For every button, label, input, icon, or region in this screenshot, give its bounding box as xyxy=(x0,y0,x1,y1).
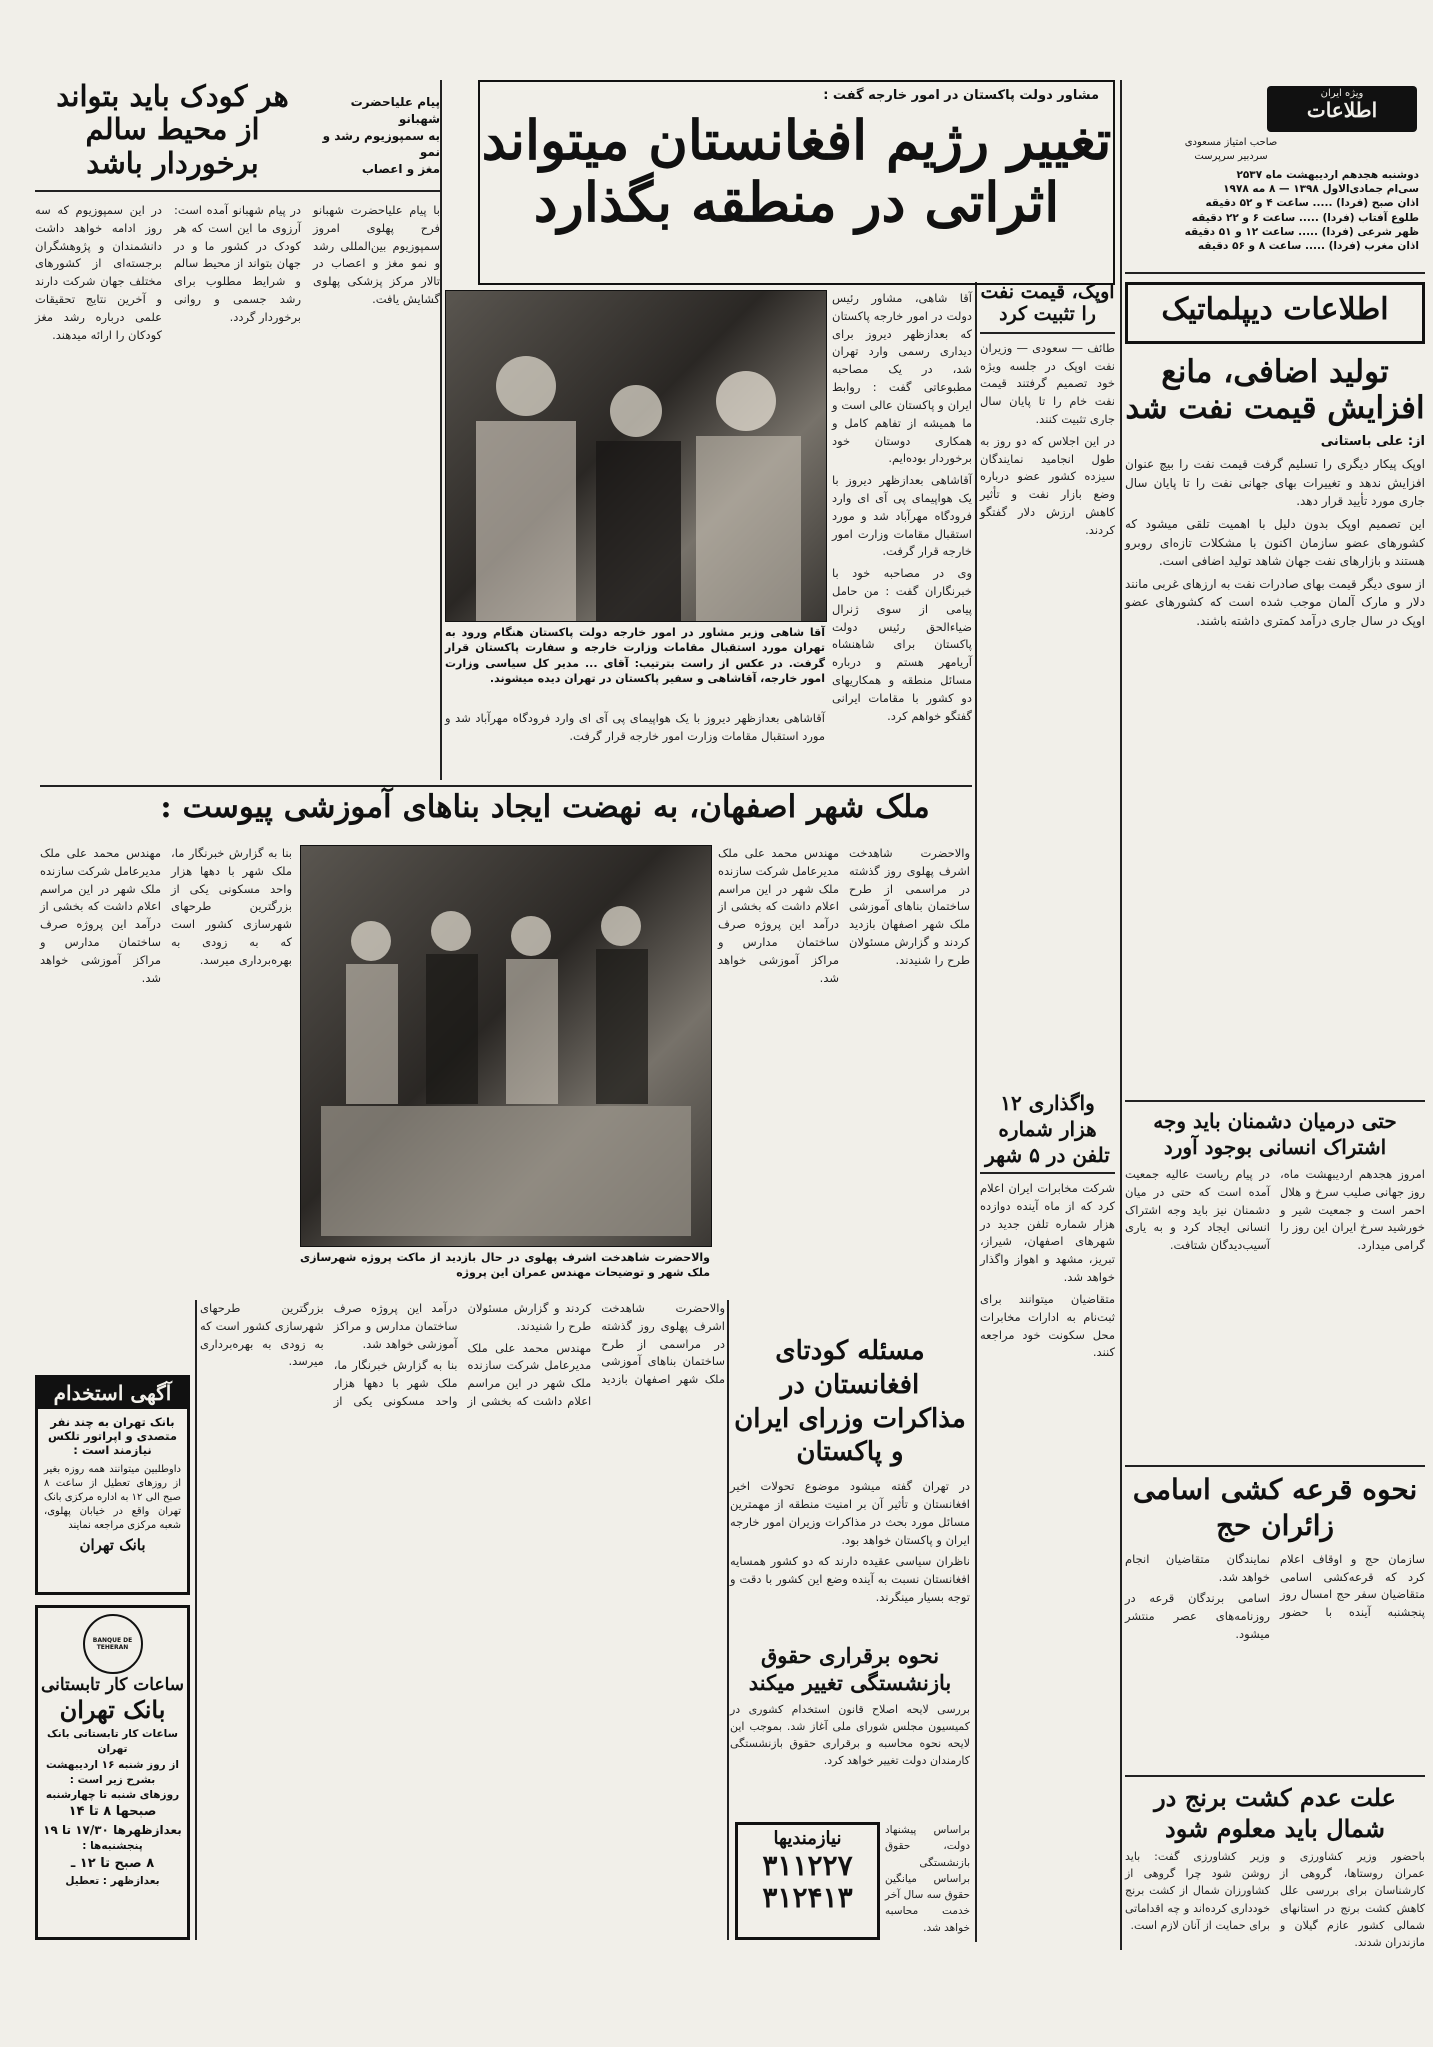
afghan-article xyxy=(730,1335,970,1635)
child-kicker xyxy=(310,80,440,178)
column-divider xyxy=(975,282,977,1942)
phone-paragraph: شرکت مخابرات ایران اعلام کرد که از ماه آینده دوازده هزار شماره تلفن جدید در شهرهای اصفهان، شیراز، تبریز، مشهد و اهواز واگذار خواهد شد. xyxy=(980,1181,1115,1285)
pension-paragraph: براساس پیشنهاد دولت، حقوق بازنشستگی براساس میانگین حقوق سه سال آخر خدمت محاسبه خواهد شد. xyxy=(885,1824,970,1934)
child-headline-2: از محیط سالم xyxy=(85,112,260,147)
masthead-date-2: سی‌ام جمادی‌الاول ۱۳۹۸ — ۸ مه ۱۹۷۸ xyxy=(1223,183,1419,196)
lead-headline-2: اثراتی در منطقه بگذارد xyxy=(533,170,1060,235)
hiring-ad-details: داوطلبین میتوانند همه روزه بغیر از روزهای تعطیل از ساعت ۸ صبح الی ۱۲ به اداره مرکزی بانک تهران واقع در خیابان پهلوی، شعبه مرکزی مراجعه نمایند xyxy=(44,1464,181,1531)
common-article xyxy=(1125,1108,1425,1460)
masthead-chief: صاحب امتیاز xyxy=(1224,137,1278,148)
masthead-staff xyxy=(1131,136,1331,163)
need-ad-phone-2: ۳۱۲۴۱۳ xyxy=(762,1880,853,1914)
child-kicker-3: مغز و اعصاب xyxy=(361,162,440,177)
figure-head xyxy=(610,385,662,437)
pension-body-continued xyxy=(885,1822,970,1940)
pension-paragraph: بررسی لایحه اصلاح قانون استخدام کشوری در کمیسیون مجلس شورای ملی آغاز شد. بموجب این لایحه نحوه محاسبه و برقراری حقوق بازنشستگی کارمندان دولت تغییر خواهد کرد. xyxy=(730,1702,970,1767)
masthead-time-2: طلوع آفتاب (فردا) ..... ساعت ۶ و ۲۲ دقیقه xyxy=(1191,211,1419,224)
lead-paragraph: آقا شاهی، مشاور رئیس دولت در امور خارجه پاکستان که بعدازظهر دیروز برای دیداری رسمی وارد تهران شد، در یک مصاحبه مطبوعاتی گفت : روابط ایران و پاکستان عالی است و ما همیشه از تفاهم کامل و همکاری دوستان خود برخوردار بوده‌ایم. xyxy=(832,291,972,466)
opec-paragraph: در این اجلاس که دو روز به طول انجامید نمایندگان سیزده کشور عضو درباره وضع بازار نفت و تأثیر کاهش ارزش دلار گفتگو کردند. xyxy=(980,433,1115,537)
hajj-article xyxy=(1125,1472,1425,1772)
masthead-section-tag: ویژه ایران xyxy=(1320,88,1364,99)
need-ad xyxy=(735,1822,880,1940)
child-headline-1: هر کودک باید بتواند xyxy=(56,79,289,113)
need-ad-phone-1: ۳۱۱۲۲۷ xyxy=(762,1848,853,1882)
figure-body xyxy=(426,954,478,1104)
figure-body xyxy=(506,959,558,1104)
opec-paragraph: طائف — سعودی — وزیران نفت اوپک در جلسه ویژه خود تصمیم گرفتند قیمت نفت خام را تا پایان سال جاری تثبیت کنند. xyxy=(980,340,1115,426)
opec-headline: اوپک، قیمت نفت را تثبیت کرد xyxy=(980,282,1115,334)
figure-head xyxy=(351,921,391,961)
child-kicker-1: پیام علیاحضرت شهبانو xyxy=(350,95,440,126)
diplomatic-paragraph: اوپک پیکار دیگری را تسلیم گرفت قیمت نفت را بیچ عنوان افزایش ندهد و تغییرات بهای جهانی نفت را تا پایان سال جاری مورد تأیید قرار دهد. xyxy=(1125,457,1425,509)
isfahan-headline: ملک شهر اصفهان، به نهضت ایجاد بناهای آموزشی پیوست : xyxy=(160,789,930,825)
masthead-logo-word: اطلاعات xyxy=(1306,98,1378,122)
lead-story xyxy=(478,80,1115,285)
lead-paragraph: آقاشاهی بعدازظهر دیروز با یک هواپیمای پی آی ای وارد فرودگاه مهرآباد شد و مورد استقبال مقامات وزارت امور خارجه قرار گرفت. xyxy=(832,473,972,559)
masthead-editor-name: سرپرست xyxy=(1194,150,1235,162)
masthead-time-1: اذان صبح (فردا) ..... ساعت ۴ و ۵۲ دقیقه xyxy=(1205,197,1419,210)
bank-ad-line: ۸ صبح تا ۱۲ ـ xyxy=(70,1855,155,1871)
figure-body xyxy=(596,949,648,1104)
hajj-headline: نحوه قرعه کشی اسامی زائران حج xyxy=(1132,1473,1418,1543)
hajj-paragraph: سازمان حج و اوقاف اعلام کرد که قرعه‌کشی اسامی متقاضیان سفر حج امسال روز پنجشنبه آینده با حضور نمایندگان متقاضیان انجام خواهد شد. xyxy=(1125,1551,1425,1620)
bank-ad-line: روزهای شنبه تا چهارشنبه xyxy=(45,1789,180,1802)
phone-headline: واگذاری ۱۲ هزار شماره تلفن در ۵ شهر xyxy=(980,1090,1115,1174)
bank-ad-line: بشرح زیر است : xyxy=(69,1773,156,1786)
lead-body-continued xyxy=(445,710,825,780)
figure-head xyxy=(496,356,556,416)
afghan-paragraph: ناظران سیاسی عقیده دارند که دو کشور همسایه افغانستان نسبت به آینده وضع این کشور با دقت و توجه بسیار مینگرند. xyxy=(730,1554,970,1605)
isfahan-paragraph: مهندس محمد علی ملک مدیرعامل شرکت سازنده ملک شهر در این مراسم اعلام داشت که بخشی از درآمد این پروژه صرف ساختمان مدارس و مراکز آموزشی خواهد شد. xyxy=(333,1301,592,1409)
figure-head xyxy=(511,916,551,956)
masthead xyxy=(1125,80,1425,265)
masthead-editor: سردبیر xyxy=(1237,150,1268,162)
isfahan-body-left xyxy=(40,845,292,1245)
lead-photo xyxy=(445,290,827,622)
isfahan-paragraph: بنا به گزارش خبرنگار ما، ملک شهر با دهها هزار واحد مسکونی یکی از بزرگترین طرحهای شهرسازی کشور است که به زودی به بهره‌برداری میرسد. xyxy=(171,846,292,967)
isfahan-paragraph: مهندس محمد علی ملک مدیرعامل شرکت سازنده ملک شهر در این مراسم اعلام داشت که بخشی از درآمد این پروژه صرف ساختمان مدارس و مراکز آموزشی خواهد شد. xyxy=(40,846,161,985)
isfahan-paragraph: والاحضرت شاهدخت اشرف پهلوی روز گذشته در مراسمی از طرح ساختمان بناهای آموزشی ملک شهر اصفهان بازدید کردند و گزارش مسئولان طرح را شنیدند. xyxy=(849,846,970,967)
diplomatic-paragraph: این تصمیم اوپک بدون دلیل با اهمیت تلقی میشود که کشورهای عضو سازمان اکنون با مشکلات تازه‌ای روبرو هستند و بازارهای نفت جهان شاهد تولید اضافی است. xyxy=(1125,517,1425,569)
lead-photo-caption: آقا شاهی وزیر مشاور در امور خارجه دولت پاکستان هنگام ورود به تهران مورد استقبال مقامات وزارت خارجه و سفارت پاکستان قرار گرفت. در عکس از راست بترتیب: آقای ... مدیر کل سیاسی وزارت امور خارجه، آقاشاهی و سفیر پاکستان در تهران دیده میشوند. xyxy=(445,626,825,686)
hiring-ad-title: آگهی استخدام xyxy=(38,1378,187,1409)
child-paragraph: در پیام شهبانو آمده است: آرزوی ما این است که هر کودک در کشور ما و در جهان بتواند از محیط سالم و شرایط مطلوب برای رشد جسمی و روانی برخوردار گردد. xyxy=(174,203,301,324)
masthead-chief-name: مسعودی xyxy=(1184,137,1222,148)
common-paragraph: امروز هجدهم اردیبهشت ماه، روز جهانی صلیب سرخ و هلال احمر است و جمعیت شیر و خورشید سرخ ایران این روز را گرامی میدارد. xyxy=(1280,1167,1425,1253)
rice-paragraph: وزیر کشاورزی گفت: باید روشن شود چرا گروهی از کشاورزان شمال از کشت برنج خودداری کرده‌اند و چه اقداماتی برای حمایت از آنان لازم است. xyxy=(1125,1850,1270,1932)
child-paragraph: با پیام علیاحضرت شهبانو فرح پهلوی امروز سمپوزیوم بین‌المللی رشد و نمو مغز و اعصاب در تالار مرکز پزشکی پهلوی گشایش یافت. xyxy=(313,203,440,307)
hajj-paragraph: اسامی برندگان قرعه در روزنامه‌های عصر منتشر میشود. xyxy=(1125,1591,1270,1642)
masthead-dates xyxy=(1131,168,1419,253)
model-table xyxy=(321,1106,691,1236)
bank-ad-line: ساعات کار تابستانی بانک تهران xyxy=(47,1728,178,1756)
isfahan-photo-caption: والاحضرت شاهدخت اشرف پهلوی در حال بازدید از ماکت پروژه شهرسازی ملک شهر و توضیحات مهندس عمران این پروژه xyxy=(300,1251,710,1280)
isfahan-top-rule xyxy=(40,785,972,787)
lead-kicker: مشاور دولت پاکستان در امور خارجه گفت : xyxy=(823,88,1099,103)
afghan-headline: مسئله کودتای افغانستان در مذاکرات وزرای ایران و پاکستان xyxy=(734,1336,966,1468)
bank-ad-line: بعدازظهرها ۱۷/۳۰ تا ۱۹ xyxy=(43,1823,182,1838)
lead-photo-figures xyxy=(446,291,826,621)
bank-ad-title-2: بانک تهران xyxy=(59,1694,166,1724)
lead-paragraph: وی در مصاحبه خود با خبرنگاران گفت : من حامل پیامی از سوی ژنرال ضیاءالحق رئیس دولت پاکستان برای شاهنشاه آریامهر هستم و درباره مسائل منطقه و همکاریهای دو کشور با مقامات ایرانی گفتگو خواهم کرد. xyxy=(832,566,972,723)
column-divider xyxy=(195,1300,197,1940)
column-divider xyxy=(440,80,442,780)
common-headline: حتی درمیان دشمنان باید وجه اشتراک انسانی بوجود آورد xyxy=(1153,1109,1397,1159)
rice-article xyxy=(1125,1782,1425,1949)
isfahan-photo xyxy=(300,845,712,1247)
child-article xyxy=(35,80,440,785)
figure-head xyxy=(601,906,641,946)
child-headline-3: برخوردار باشد xyxy=(86,145,259,180)
diplomatic-paragraph: از سوی دیگر قیمت بهای صادرات نفت به ارزهای غربی مانند دلار و مارک آلمان موجب شده است که کشورهای عضو اوپک در سال جاری درآمد کمتری داشته باشند. xyxy=(1125,576,1425,629)
phone-article xyxy=(980,1090,1115,1610)
lead-paragraph: آقاشاهی بعدازظهر دیروز با یک هواپیمای پی آی ای وارد فرودگاه مهرآباد شد و مورد استقبال مقامات وزارت امور خارجه قرار گرفت. xyxy=(445,711,825,743)
bank-seal-text: BANQUE DE TEHERAN xyxy=(92,1637,133,1651)
need-ad-title: نیازمندیها xyxy=(773,1828,842,1849)
rice-paragraph: باحضور وزیر کشاورزی و عمران روستاها، گروهی از کارشناسان برای بررسی علل کاهش کشت برنج در استانهای شمالی کشور عازم گیلان و مازندران شدند. xyxy=(1280,1850,1425,1949)
bank-seal-icon xyxy=(83,1614,143,1674)
phone-paragraph: متقاضیان میتوانند برای ثبت‌نام به ادارات مخابرات محل سکونت خود مراجعه کنند. xyxy=(980,1291,1115,1360)
isfahan-body-right xyxy=(718,845,970,1325)
masthead-divider xyxy=(1125,272,1425,274)
figure-head xyxy=(716,371,776,431)
masthead-date-1: دوشنبه هجدهم اردیبهشت ماه ۲۵۳۷ xyxy=(1236,169,1419,181)
masthead-logo xyxy=(1267,86,1417,132)
child-paragraph: در این سمپوزیوم که سه روز ادامه خواهد داشت دانشمندان و پژوهشگران برجسته‌ای از کشورهای مختلف جهان شرکت دارند و آخرین نتایج تحقیقات علمی درباره رشد مغز کودکان را ارائه میدهند. xyxy=(35,203,162,342)
child-kicker-2: به سمپوزیوم رشد و نمو xyxy=(322,128,440,160)
diplomatic-byline: از: علی باستانی xyxy=(1320,434,1425,450)
bank-ad-title-1: ساعات کار تابستانی xyxy=(40,1675,185,1695)
hiring-ad-body: بانک تهران به چند نفر متصدی و اپراتور تلکس نیازمند است : xyxy=(48,1415,177,1457)
afghan-paragraph: در تهران گفته میشود موضوع تحولات اخیر افغانستان و تأثیر آن بر امنیت منطقه از مهمترین مسائل مورد بحث در مذاکرات وزیران امور خارجه ایران و پاکستان خواهد بود. xyxy=(730,1479,970,1547)
figure-body xyxy=(476,421,576,621)
diplomatic-label: اطلاعات دیپلماتیک xyxy=(1161,292,1389,327)
diplomatic-headline: تولید اضافی، مانع افزایش قیمت نفت شد xyxy=(1125,354,1425,426)
hiring-ad-signature: بانک تهران xyxy=(79,1536,146,1554)
pension-article xyxy=(730,1642,970,1817)
column-divider xyxy=(727,1300,729,1940)
figure-body xyxy=(696,436,801,621)
diplomatic-article xyxy=(1125,355,1425,1095)
isfahan-photo-figures xyxy=(301,846,711,1246)
figure-body xyxy=(596,441,681,621)
figure-body xyxy=(346,964,398,1104)
isfahan-paragraph: مهندس محمد علی ملک مدیرعامل شرکت سازنده ملک شهر در این مراسم اعلام داشت که بخشی از درآمد این پروژه صرف ساختمان مدارس و مراکز آموزشی خواهد شد. xyxy=(718,846,839,985)
figure-head xyxy=(431,911,471,951)
diplomatic-banner xyxy=(1125,282,1425,344)
common-top-rule xyxy=(1125,1100,1425,1102)
isfahan-paragraph: والاحضرت شاهدخت اشرف پهلوی روز گذشته در مراسمی از طرح ساختمان بناهای آموزشی ملک شهر اصفهان بازدید کردند و گزارش مسئولان طرح را شنیدند. xyxy=(467,1301,725,1387)
column-divider xyxy=(1120,80,1122,1950)
hiring-ad xyxy=(35,1375,190,1595)
isfahan-body-bottom xyxy=(200,1300,725,1940)
bank-ad-line: از روز شنبه ۱۶ اردیبهشت xyxy=(46,1758,179,1771)
opec-article xyxy=(980,282,1115,1082)
hajj-top-rule xyxy=(1125,1465,1425,1467)
bank-ad-line: پنجشنبه‌ها : xyxy=(82,1840,143,1853)
pension-headline: نحوه برقراری حقوق بازنشستگی تغییر میکند xyxy=(748,1643,952,1696)
bank-ad-line: بعدازظهر : تعطیل xyxy=(65,1874,160,1887)
masthead-time-4: اذان مغرب (فردا) ..... ساعت ۸ و ۵۶ دقیقه xyxy=(1197,239,1419,252)
isfahan-paragraph: بنا به گزارش خبرنگار ما، ملک شهر با دهها هزار واحد مسکونی یکی از بزرگترین طرحهای شهرسازی کشور است که به زودی به بهره‌برداری میرسد. xyxy=(200,1301,458,1409)
masthead-time-3: ظهر شرعی (فردا) ..... ساعت ۱۲ و ۵۱ دقیقه xyxy=(1184,225,1419,238)
common-paragraph: در پیام ریاست عالیه جمعیت آمده است که حتی در میان دشمنان نیز باید وجه اشتراک انسانی ایجاد کرد و به یاری آسیب‌دیدگان شتافت. xyxy=(1125,1167,1270,1253)
bank-ad-line: صبحها ۸ تا ۱۴ xyxy=(68,1804,157,1820)
bank-ad xyxy=(35,1605,190,1940)
rice-headline: علت عدم کشت برنج در شمال باید معلوم شود xyxy=(1154,1783,1396,1844)
lead-headline-1: تغییر رژیم افغانستان میتواند xyxy=(481,108,1112,172)
rice-top-rule xyxy=(1125,1775,1425,1777)
